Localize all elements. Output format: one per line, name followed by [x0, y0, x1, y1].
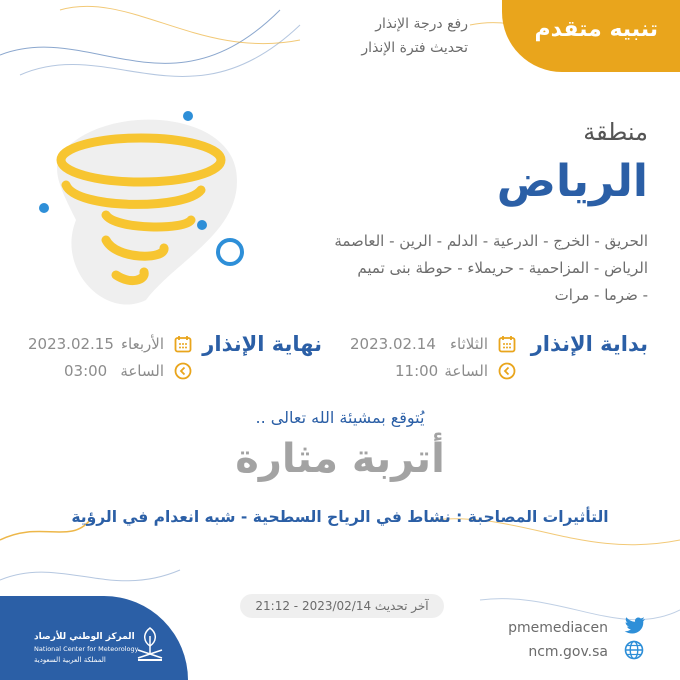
- logo-arabic-name: المركز الوطني للأرصاد: [34, 632, 135, 642]
- twitter-icon[interactable]: [624, 616, 646, 636]
- calendar-icon: [498, 335, 516, 353]
- end-day: الأربعاء: [120, 335, 164, 353]
- cities-line: الحريق - الخرج - الدرعية - الدلم - الرين - العاصمة: [334, 232, 648, 250]
- update-period-text: تحديث فترة الإنذار: [361, 40, 468, 56]
- cities-line: الرياض - المزاحمية - حريملاء - حوطة بنى تميم: [357, 259, 648, 277]
- chevron-circle-icon: [498, 362, 516, 380]
- globe-icon[interactable]: [624, 640, 644, 660]
- start-time: 11:00: [395, 362, 439, 380]
- start-time-label: الساعة: [444, 362, 488, 380]
- dot-decoration: [183, 111, 193, 121]
- start-date: 2023.02.14: [350, 335, 436, 353]
- start-title: بداية الإنذار: [530, 332, 648, 356]
- effects-text: التأثيرات المصاحبة : نشاط في الرياح السطحية - شبه انعدام في الرؤية: [71, 508, 609, 526]
- chevron-circle-icon: [174, 362, 192, 380]
- phenomenon-title: أتربة مثارة: [235, 436, 445, 482]
- calendar-icon: [174, 335, 192, 353]
- twitter-handle[interactable]: pmemediacen: [508, 620, 608, 636]
- end-time: 03:00: [64, 362, 108, 380]
- raise-level-text: رفع درجة الإنذار: [375, 16, 468, 32]
- emblem-icon: [132, 624, 168, 664]
- cities-list: [318, 228, 648, 309]
- end-title: نهاية الإنذار: [202, 332, 322, 356]
- cities-line: - ضرما - مرات: [554, 286, 648, 304]
- alert-tag: [502, 0, 680, 72]
- end-time-label: الساعة: [120, 362, 164, 380]
- logo-country-name: المملكة العربية السعودية: [34, 656, 106, 664]
- alert-tag-label: تنبيه متقدم: [534, 17, 658, 42]
- website-url[interactable]: ncm.gov.sa: [528, 644, 608, 660]
- tornado-illustration: [36, 100, 266, 320]
- expectation-text: يُتوقع بمشيئة الله تعالى ..: [255, 408, 425, 427]
- region-label: منطقة: [583, 118, 648, 146]
- start-day: الثلاثاء: [449, 335, 488, 353]
- logo-english-name: National Center for Meteorology: [34, 645, 139, 653]
- last-update-badge: آخر تحديث 2023/02/14 - 21:12: [240, 594, 444, 618]
- region-name: الرياض: [496, 156, 648, 207]
- end-date: 2023.02.15: [28, 335, 114, 353]
